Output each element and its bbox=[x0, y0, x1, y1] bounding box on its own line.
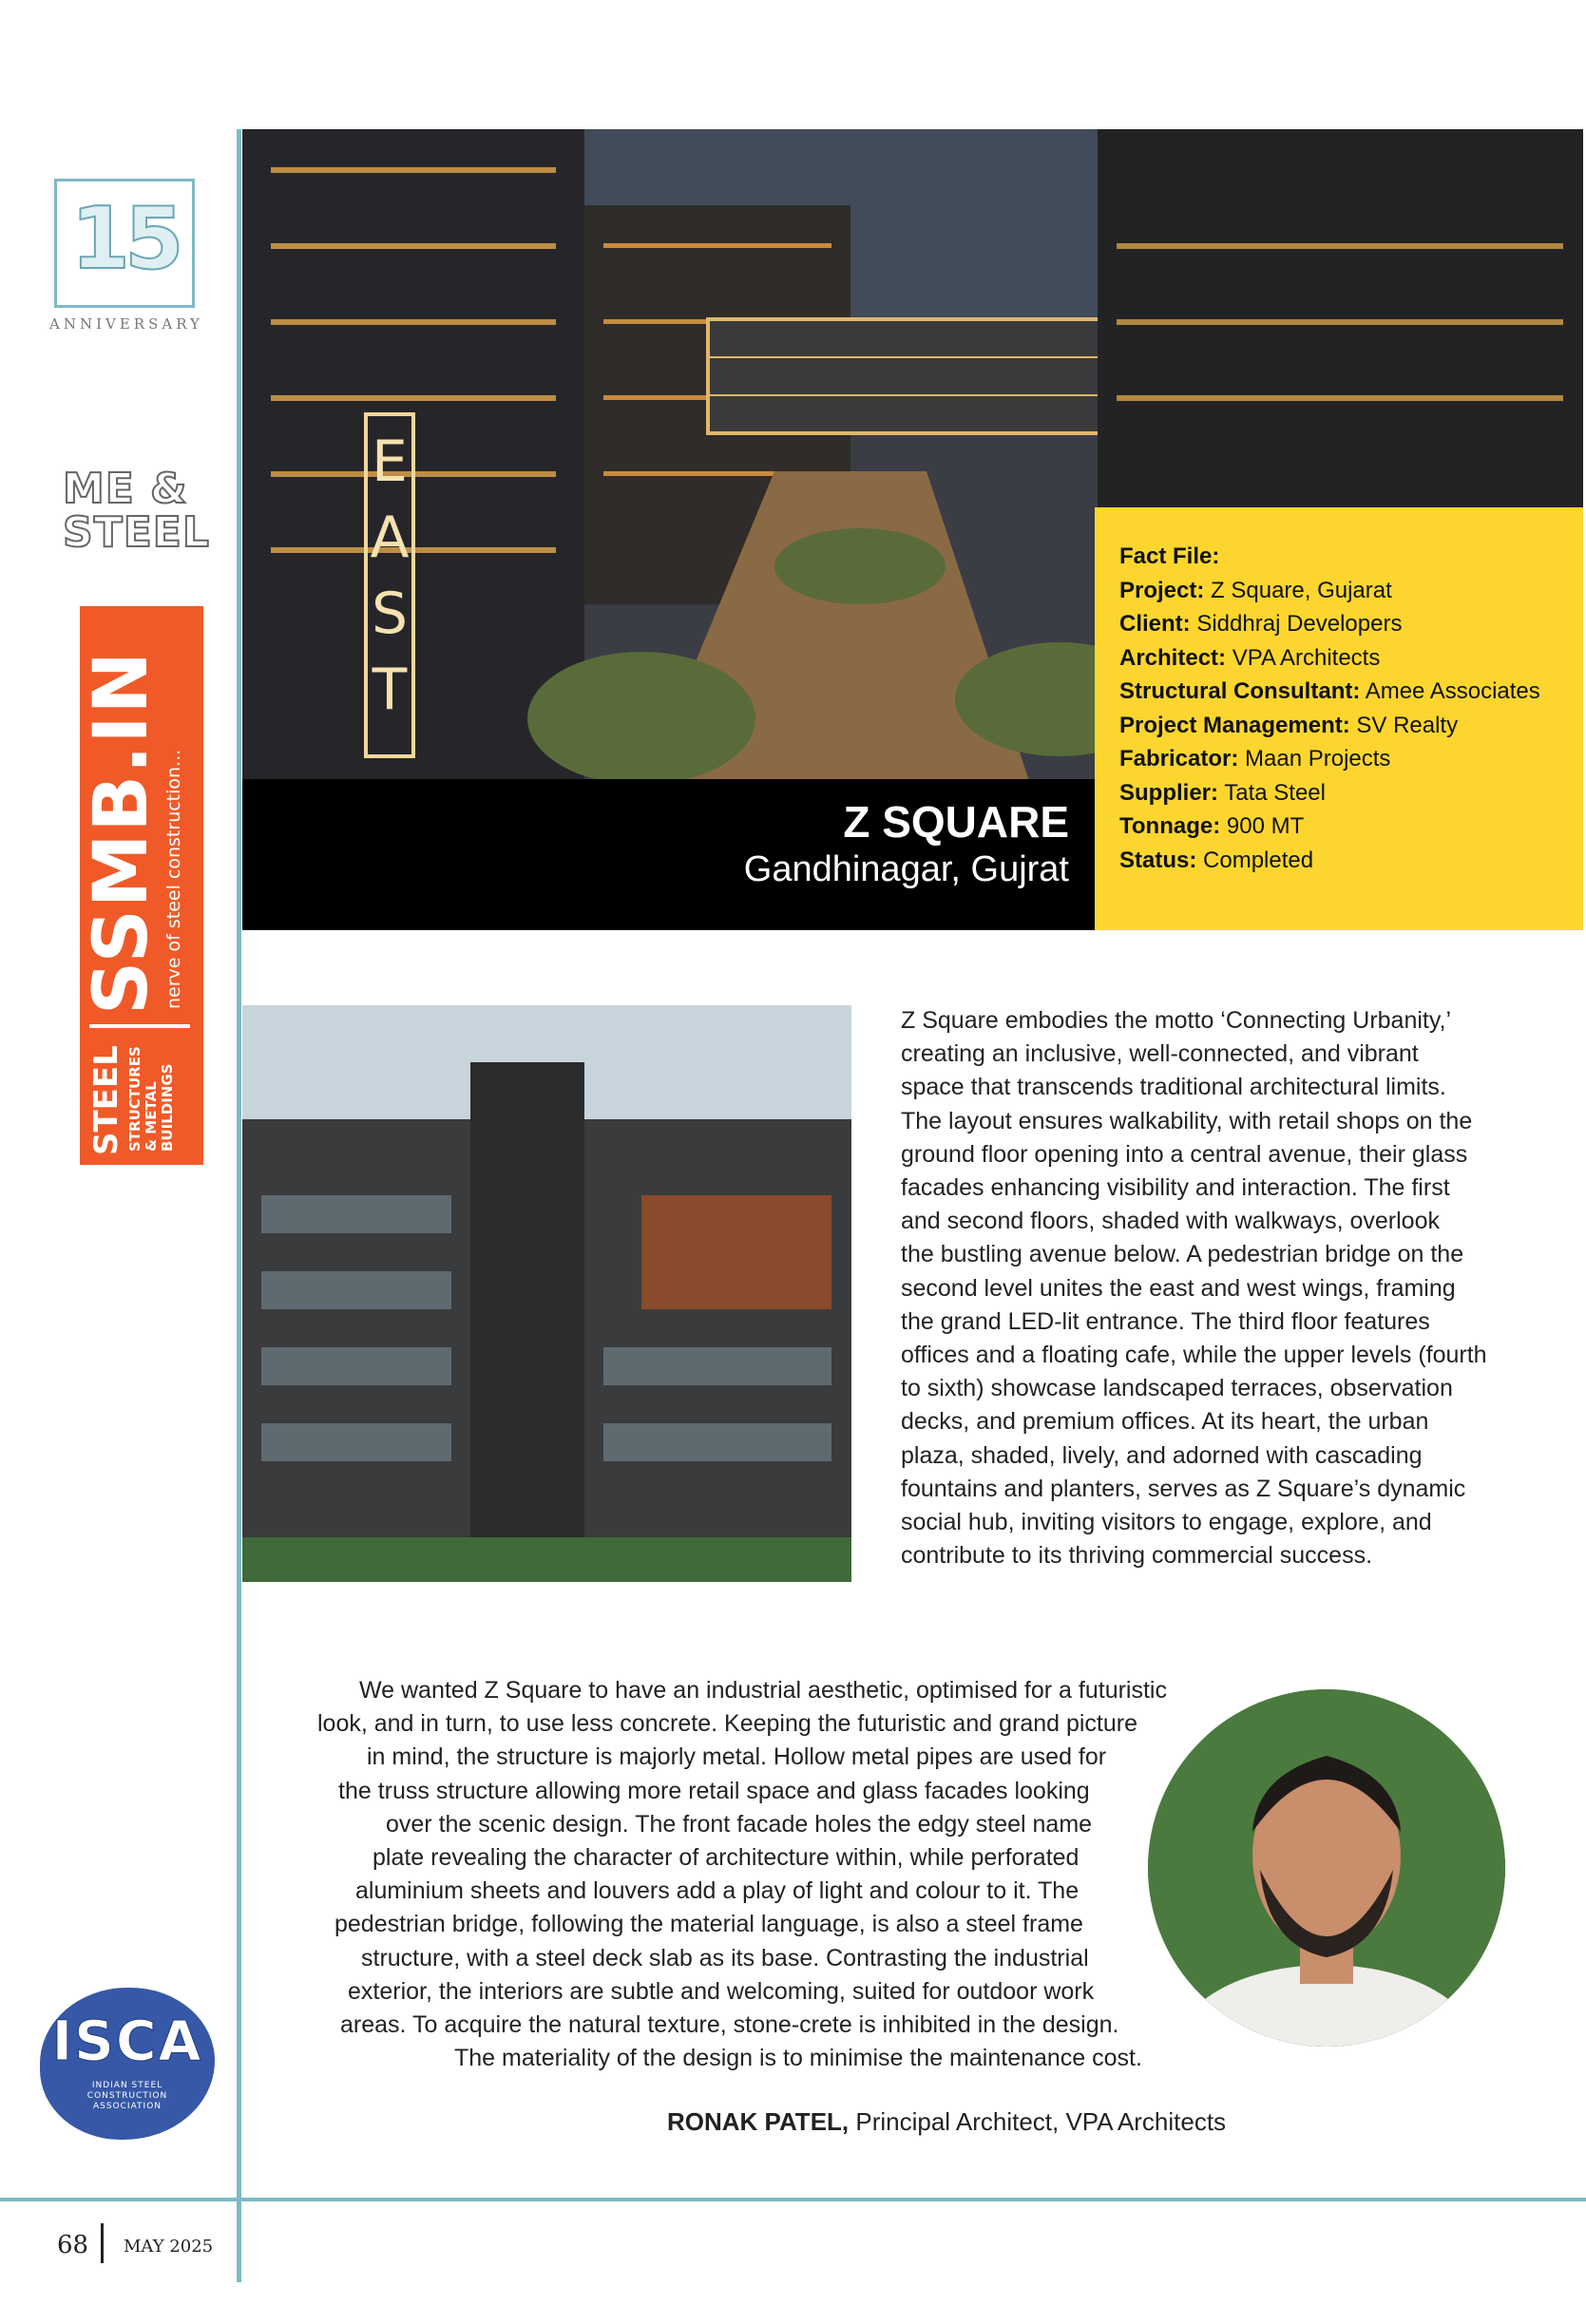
quote-line: plate revealing the character of architecture within, while perforated bbox=[373, 1844, 1080, 1872]
bottom-rule bbox=[0, 2198, 1586, 2201]
fact-value: Amee Associates bbox=[1365, 678, 1540, 704]
quote-line: look, and in turn, to use less concrete. Keeping the futuristic and grand picture bbox=[317, 1710, 1138, 1738]
isca-acronym: ISCA bbox=[51, 2009, 203, 2073]
architect-portrait bbox=[1148, 1689, 1505, 2047]
banner-site-name: SSMB.IN bbox=[79, 650, 164, 1015]
fact-row-project-management bbox=[1119, 709, 1566, 743]
quote-line: over the scenic design. The front facade holes the edgy steel name bbox=[386, 1810, 1093, 1838]
quote-attribution bbox=[667, 2107, 1226, 2137]
fact-row-structural-consultant bbox=[1119, 675, 1566, 709]
facade-illustration bbox=[242, 1005, 851, 1582]
architect-quote bbox=[310, 1674, 1213, 2075]
east-sign-s: S bbox=[371, 581, 409, 647]
body-line: offices and a floating cafe, while the upper levels (fourth bbox=[901, 1342, 1487, 1369]
ssmb-banner bbox=[80, 606, 203, 1165]
body-line: and second floors, shaded with walkways, overlook bbox=[901, 1208, 1440, 1235]
body-line: plaza, shaded, lively, and adorned with cascading bbox=[901, 1441, 1423, 1469]
banner-tagline: nerve of steel construction... bbox=[163, 749, 184, 1009]
fact-row-tonnage bbox=[1119, 810, 1566, 844]
isca-name-line: ASSOCIATION bbox=[92, 2102, 162, 2111]
fact-file-content bbox=[1119, 540, 1566, 877]
quote-line: the truss structure allowing more retail space and glass facades looking bbox=[338, 1777, 1090, 1804]
project-title: Z SQUARE bbox=[843, 797, 1069, 847]
body-line: decks, and premium offices. At its heart, the urban bbox=[901, 1408, 1429, 1436]
quote-line: We wanted Z Square to have an industrial aesthetic, optimised for a futuristic bbox=[359, 1677, 1167, 1704]
body-line: fountains and planters, serves as Z Square’s dynamic bbox=[901, 1475, 1466, 1502]
fact-label: Structural Consultant: bbox=[1119, 678, 1361, 704]
east-sign-t: T bbox=[372, 657, 408, 723]
project-location: Gandhinagar, Gujrat bbox=[743, 849, 1069, 889]
quote-line: pedestrian bridge, following the material language, is also a steel frame bbox=[334, 1911, 1083, 1938]
body-line: the grand LED-lit entrance. The third floor features bbox=[901, 1307, 1430, 1335]
body-line: social hub, inviting visitors to engage, explore, and bbox=[901, 1509, 1432, 1536]
banner-divider bbox=[89, 1024, 190, 1028]
portrait-illustration bbox=[1148, 1689, 1505, 2047]
body-line: creating an inclusive, well-connected, and vibrant bbox=[901, 1040, 1419, 1068]
building-facade-photo bbox=[242, 1005, 851, 1582]
quote-line: The materiality of the design is to minimise the maintenance cost. bbox=[454, 2045, 1142, 2072]
fact-label: Fabricator: bbox=[1119, 746, 1239, 771]
body-line: second level unites the east and west wings, framing bbox=[901, 1274, 1456, 1302]
fact-label: Supplier: bbox=[1119, 779, 1219, 806]
isca-logo bbox=[40, 1988, 215, 2140]
east-sign-a: A bbox=[370, 505, 410, 571]
fact-value: Tata Steel bbox=[1224, 779, 1326, 806]
isca-full-name bbox=[59, 2081, 196, 2112]
fact-value: Completed bbox=[1203, 847, 1314, 873]
fact-row-supplier bbox=[1119, 776, 1566, 810]
fact-value: Maan Projects bbox=[1245, 746, 1391, 771]
fact-row-fabricator bbox=[1119, 742, 1566, 776]
article-body bbox=[901, 1004, 1509, 1572]
anniversary-badge bbox=[54, 179, 195, 308]
east-sign-e: E bbox=[372, 429, 408, 495]
body-line: facades enhancing visibility and interaction. The first bbox=[901, 1174, 1450, 1202]
quote-line: structure, with a steel deck slab as its base. Contrasting the industrial bbox=[361, 1944, 1089, 1972]
banner-subtitle-line: STRUCTURES bbox=[126, 1046, 143, 1152]
fact-row-status bbox=[1119, 844, 1566, 878]
anniversary-number: 15 bbox=[70, 189, 179, 289]
body-line: space that transcends traditional architectural limits. bbox=[901, 1074, 1446, 1101]
fact-file-box bbox=[1095, 507, 1583, 930]
author-name: RONAK PATEL, bbox=[667, 2107, 850, 2136]
fact-value: VPA Architects bbox=[1232, 644, 1381, 671]
quote-line: areas. To acquire the natural texture, stone-crete is inhibited in the design. bbox=[340, 2011, 1119, 2039]
anniversary-label: ANNIVERSARY bbox=[49, 315, 203, 333]
body-line: to sixth) showcase landscaped terraces, observation bbox=[901, 1375, 1453, 1402]
fact-value: Siddhraj Developers bbox=[1196, 611, 1403, 637]
fact-value: Z Square, Gujarat bbox=[1211, 577, 1392, 603]
fact-row-architect bbox=[1119, 641, 1566, 676]
fact-label: Architect: bbox=[1119, 644, 1227, 671]
hero-caption bbox=[242, 779, 1095, 930]
quote-line: exterior, the interiors are subtle and welcoming, suited for outdoor work bbox=[348, 1977, 1095, 2005]
banner-steel-text: STEEL bbox=[87, 1045, 125, 1155]
body-line: contribute to its thriving commercial success. bbox=[901, 1542, 1373, 1570]
banner-subtitle-line: & METAL bbox=[143, 1081, 160, 1152]
fact-label: Tonnage: bbox=[1119, 813, 1221, 839]
fact-value: 900 MT bbox=[1226, 813, 1305, 839]
fact-label: Project Management: bbox=[1119, 712, 1350, 738]
me-steel-line-1: ME & bbox=[63, 465, 188, 513]
fact-label: Status: bbox=[1119, 847, 1197, 873]
body-line: Z Square embodies the motto ‘Connecting Urbanity,’ bbox=[901, 1007, 1452, 1034]
me-steel-line-2: STEEL bbox=[63, 508, 210, 557]
isca-name-line: CONSTRUCTION bbox=[86, 2091, 168, 2101]
fact-value: SV Realty bbox=[1356, 712, 1459, 738]
fact-label: Project: bbox=[1119, 577, 1205, 603]
fact-row-client bbox=[1119, 607, 1566, 641]
author-role: Principal Architect, VPA Architects bbox=[849, 2107, 1227, 2136]
fact-label: Client: bbox=[1119, 611, 1191, 637]
fact-row-project bbox=[1119, 574, 1566, 608]
page-number: 68 bbox=[57, 2231, 89, 2259]
ssmb-banner-content bbox=[80, 606, 203, 1165]
body-line: the bustling avenue below. A pedestrian bridge on the bbox=[901, 1241, 1464, 1268]
quote-line: aluminium sheets and louvers add a play of light and colour to it. The bbox=[355, 1877, 1080, 1905]
me-steel-logo bbox=[63, 467, 215, 555]
fact-file-heading: Fact File: bbox=[1119, 543, 1220, 569]
body-line: The layout ensures walkability, with retail shops on the bbox=[901, 1107, 1473, 1134]
body-line: ground floor opening into a central avenue, their glass bbox=[901, 1140, 1468, 1168]
issue-date: MAY 2025 bbox=[124, 2237, 214, 2257]
footer-divider bbox=[101, 2223, 104, 2263]
vertical-rule bbox=[237, 129, 241, 2282]
banner-subtitle-line: BUILDINGS bbox=[159, 1063, 176, 1152]
banner-subtitle bbox=[127, 1019, 176, 1152]
isca-name-line: INDIAN STEEL bbox=[91, 2081, 163, 2090]
quote-line: in mind, the structure is majorly metal. Hollow metal pipes are used for bbox=[367, 1743, 1107, 1771]
